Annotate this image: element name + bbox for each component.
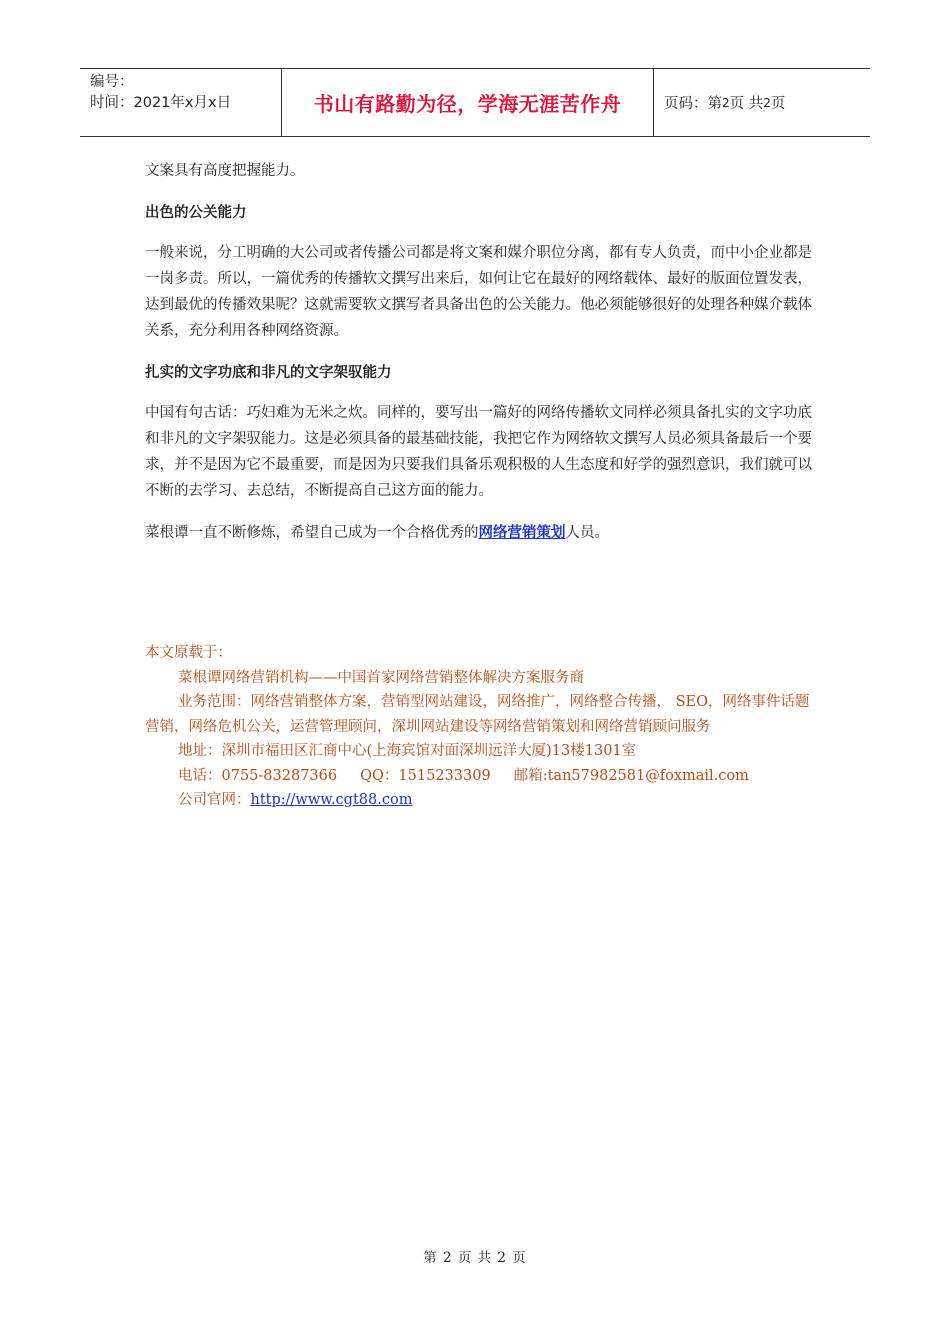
- source-info: [145, 641, 815, 813]
- header-meta-cell: [80, 69, 281, 136]
- article-body: [145, 158, 815, 562]
- paragraph-4-before: 菜根谭一直不断修炼，希望自己成为一个合格优秀的: [145, 525, 479, 541]
- header-motto: 书山有路勤为径，学海无涯苦作舟: [281, 69, 654, 136]
- paragraph-2: 一般来说，分工明确的大公司或者传播公司都是将文案和媒介职位分离，都有专人负责，而中小企业都是一岗多责。所以，一篇优秀的传播软文撰写出来后，如何让它在最好的网络载体、最好的版面位置发表，达到最优的传播效果呢？这就需要软文撰写者具备出色的公关能力。他必须能够很好的处理各种媒介载体关系，充分利用各种网络资源。: [145, 245, 812, 339]
- source-scope: [145, 690, 815, 739]
- code-label: 编号：: [90, 74, 134, 90]
- source-address: 地址：深圳市福田区汇商中心(上海宾馆对面深圳远洋大厦)13楼1301室: [178, 743, 637, 759]
- header-table: [80, 68, 870, 137]
- page-prefix: 页码：第: [664, 96, 722, 112]
- paragraph-4: [145, 520, 815, 546]
- header-page-number: [654, 69, 870, 136]
- company-website-link[interactable]: http://www.cgt88.com: [250, 792, 413, 808]
- source-scope-text: 业务范围：网络营销整体方案，营销型网站建设，网络推广，网络整合传播， SEO，网络事件话题营销，网络危机公关，运营管理顾问，深圳网站建设等网络营销策划和网络营销顾问服务: [145, 694, 810, 735]
- paragraph-1: 文案具有高度把握能力。: [145, 163, 305, 179]
- page-total: 2: [763, 95, 771, 110]
- page-footer: 第 2 页 共 2 页: [423, 1250, 527, 1266]
- section-heading-writing: 扎实的文字功底和非凡的文字架驭能力: [145, 365, 392, 381]
- page-mid: 页 共: [729, 96, 764, 112]
- marketing-planning-link[interactable]: 网络营销策划: [478, 524, 566, 541]
- source-org: 菜根谭网络营销机构——中国首家网络营销整体解决方案服务商: [178, 669, 584, 686]
- source-label: 本文原载于：: [145, 645, 232, 661]
- page-suffix: 页: [770, 96, 786, 112]
- page-num: 2: [722, 95, 730, 110]
- paragraph-3: 中国有句古话：巧妇难为无米之炊。同样的，要写出一篇好的网络传播软文同样必须具备扎实的文字功底和非凡的文字架驭能力。这是必须具备的最基础技能，我把它作为网络软文撰写人员必须具备最后一个要求，并不是因为它不最重要，而是因为只要我们具备乐观积极的人生态度和好学的强烈意识，我们就可以不断的去学习、去总结，不断提高自己这方面的能力。: [145, 405, 812, 499]
- time-label: 时间：2021年x月x日: [90, 95, 232, 111]
- site-label: 公司官网：: [178, 792, 251, 808]
- section-heading-pr: 出色的公关能力: [145, 205, 247, 221]
- source-contact: 电话：0755-83287366 QQ：1515233309 邮箱:tan57982581@foxmail.com: [178, 767, 749, 784]
- paragraph-4-after: 人员。: [565, 525, 609, 541]
- source-website: [145, 788, 815, 813]
